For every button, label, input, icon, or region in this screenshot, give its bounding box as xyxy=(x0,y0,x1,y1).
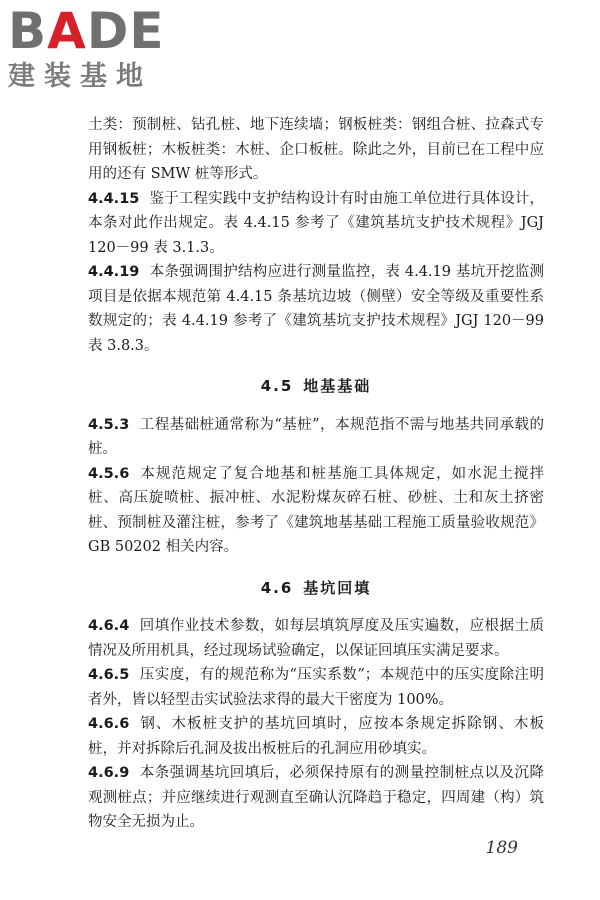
logo-subtitle: 建装基地 xyxy=(8,61,152,92)
logo-wordmark xyxy=(8,2,165,60)
clause-number: 4.6.5 xyxy=(88,667,130,683)
clause-text: 本规范规定了复合地基和桩基施工具体规定，如水泥土搅拌桩、高压旋喷桩、振冲桩、水泥粉煤灰碎石桩、砂桩、土和灰土挤密桩、预制桩及灌注桩，参考了《建筑地基基础工程施工质量验收规范》GB 50202 相关内容。 xyxy=(88,465,544,555)
page-number: 189 xyxy=(485,838,518,858)
clause-4-6-6 xyxy=(88,712,544,761)
clause-text: 回填作业技术参数，如每层填筑厚度及压实遍数，应根据土质情况及所用机具，经过现场试验确定，以保证回填压实满足要求。 xyxy=(88,618,544,659)
bade-logo xyxy=(8,2,165,92)
clause-4-6-4 xyxy=(88,614,544,663)
section-number: 4.6 xyxy=(260,578,294,597)
clause-number: 4.5.3 xyxy=(88,416,130,433)
clause-text: 钢、木板桩支护的基坑回填时，应按本条规定拆除钢、木板桩，并对拆除后孔洞及拔出板桩后的孔洞应用砂填实。 xyxy=(88,716,544,757)
clause-text: 工程基础桩通常称为“基桩”，本规范指不需与地基共同承载的桩。 xyxy=(88,416,544,457)
page-body xyxy=(88,113,544,835)
clause-number: 4.5.6 xyxy=(88,465,130,482)
clause-4-4-19 xyxy=(88,260,544,358)
clause-number: 4.4.15 xyxy=(88,190,140,207)
section-heading-4-6 xyxy=(88,576,544,601)
intro-paragraph: 土类：预制桩、钻孔桩、地下连续墙；钢板桩类：钢组合桩、拉森式专用钢板桩；木板桩类：木桩、企口板桩。除此之外，目前已在工程中应用的还有 SMW 桩等形式。 xyxy=(88,117,544,182)
clause-4-6-5 xyxy=(88,663,544,712)
clause-text: 本条强调围护结构应进行测量监控，表 4.4.19 基坑开挖监测项目是依据本规范第 4.4.15 条基坑边坡（侧壁）安全等级及重要性系数规定的；表 4.4.19 参考了《建筑基坑支护技术规程》JGJ 120－99 表 3.8.3。 xyxy=(88,264,544,354)
clause-4-5-3 xyxy=(88,413,544,462)
clause-4-5-6 xyxy=(88,462,544,560)
clause-text: 压实度，有的规范称为“压实系数”；本规范中的压实度除注明者外，皆以轻型击实试验法求得的最大干密度为 100%。 xyxy=(88,667,544,708)
logo-letters-before: B xyxy=(8,2,48,60)
clause-text: 鉴于工程实践中支护结构设计有时由施工单位进行具体设计，本条对此作出规定。表 4.4.15 参考了《建筑基坑支护技术规程》JGJ 120－99 表 3.1.3。 xyxy=(88,190,544,256)
clause-number: 4.4.19 xyxy=(88,264,140,280)
clause-number: 4.6.9 xyxy=(88,765,130,781)
section-title: 地基基础 xyxy=(303,377,372,395)
section-number: 4.5 xyxy=(260,377,294,395)
clause-text: 本条强调基坑回填后，必须保持原有的测量控制桩点以及沉降观测桩点；并应继续进行观测直至确认沉降趋于稳定，四周建（构）筑物安全无损为止。 xyxy=(88,765,544,830)
clause-4-6-9 xyxy=(88,761,544,835)
logo-letters-after: DE xyxy=(86,2,165,60)
logo-letter-a: A xyxy=(47,2,87,60)
section-heading-4-5 xyxy=(88,374,544,399)
section-title: 基坑回填 xyxy=(303,578,372,597)
clause-4-4-15 xyxy=(88,187,544,261)
clause-number: 4.6.4 xyxy=(88,618,130,634)
clause-number: 4.6.6 xyxy=(88,716,130,732)
